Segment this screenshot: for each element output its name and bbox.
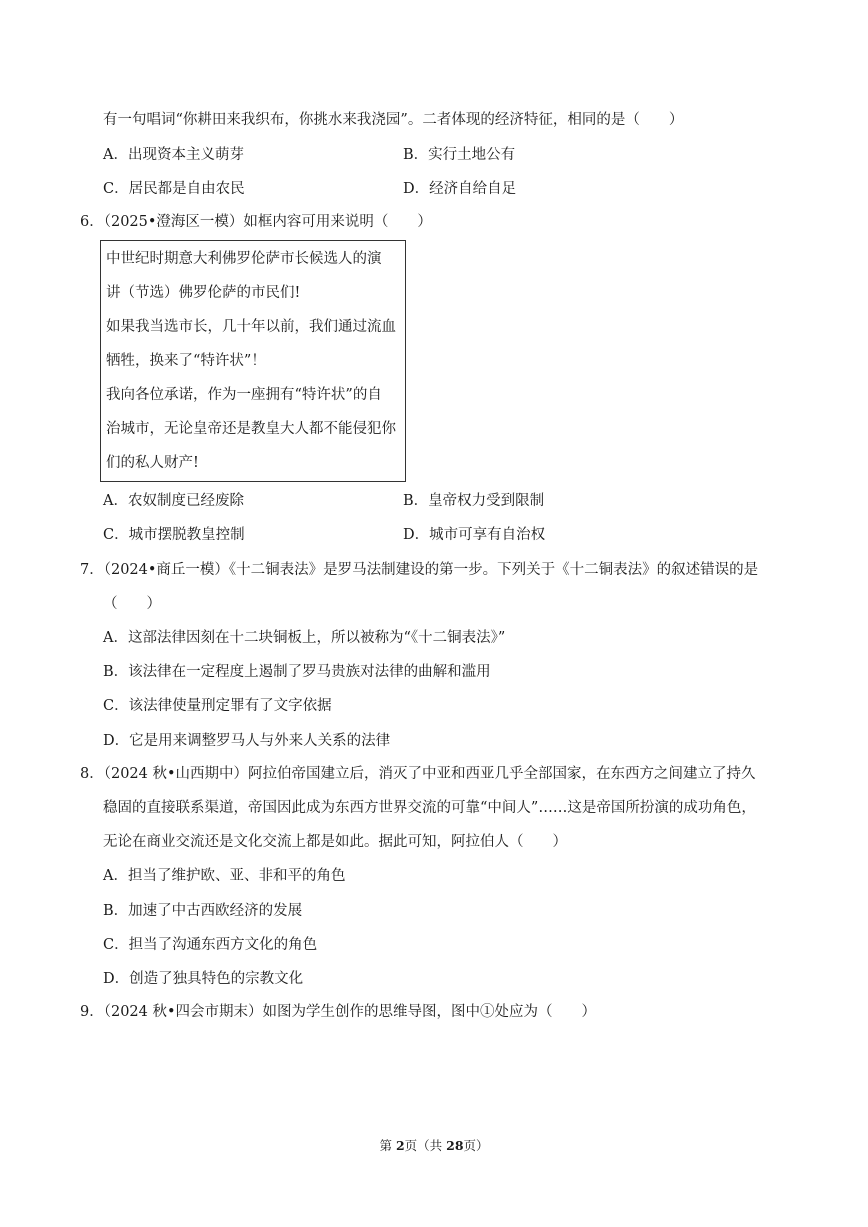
q5-option-b: B．实行土地公有 <box>403 147 516 163</box>
q6-box-line-6: 治城市，无论皇帝还是教皇大人都不能侵犯你 <box>106 421 396 437</box>
q5-stem-tail: 有一句唱词“你耕田来我织布，你挑水来我浇园”。二者体现的经济特征，相同的是（ ） <box>103 112 684 128</box>
q6-option-a: A．农奴制度已经废除 <box>103 493 244 509</box>
q6-stem: 6．（2025•澄海区一模）如框内容可用来说明（ ） <box>80 214 432 230</box>
q7-option-b: B．该法律在一定程度上遏制了罗马贵族对法律的曲解和滥用 <box>103 664 491 680</box>
q9-stem <box>80 1002 596 1022</box>
footer-prefix: 第 <box>379 1138 396 1153</box>
q9-stem-before: 9．（2024 秋•四会市期末）如图为学生创作的思维导图，图中 <box>80 1004 481 1020</box>
footer-total-pages: 28 <box>446 1138 464 1153</box>
q7-option-c: C．该法律使量刑定罪有了文字依据 <box>103 698 332 714</box>
q5-option-d: D．经济自给自足 <box>403 181 517 197</box>
q7-option-d: D．它是用来调整罗马人与外来人关系的法律 <box>103 733 391 749</box>
q8-option-a: A．担当了维护欧、亚、非和平的角色 <box>103 868 346 884</box>
q8-option-b: B．加速了中古西欧经济的发展 <box>103 903 303 919</box>
q6-box-line-1: 中世纪时期意大利佛罗伦萨市长候选人的演 <box>106 251 382 267</box>
footer-page-number: 2 <box>395 1138 405 1153</box>
q6-option-b: B．皇帝权力受到限制 <box>403 493 545 509</box>
q5-option-a: A．出现资本主义萌芽 <box>103 147 244 163</box>
q8-stem-cont-1: 稳固的直接联系渠道，帝国因此成为东西方世界交流的可靠“中间人”……这是帝国所扮演的成功角色， <box>103 800 756 816</box>
q6-box-line-4: 牺牲，换来了“特许状”！ <box>106 353 266 369</box>
q7-stem-cont: （ ） <box>103 596 161 612</box>
q6-box-line-7: 们的私人财产! <box>106 455 199 471</box>
q5-option-c: C．居民都是自由农民 <box>103 181 245 197</box>
q9-circled-marker: ① <box>480 1004 495 1020</box>
q6-option-c: C．城市摆脱教皇控制 <box>103 527 245 543</box>
q8-option-d: D．创造了独具特色的宗教文化 <box>103 971 304 987</box>
q6-option-d: D．城市可享有自治权 <box>403 527 546 543</box>
q7-option-a: A．这部法律因刻在十二块铜板上，所以被称为“《十二铜表法》” <box>103 630 506 646</box>
q9-stem-after: 处应为（ ） <box>494 1004 597 1020</box>
footer-suffix: 页） <box>463 1138 489 1153</box>
q7-stem: 7．（2024•商丘一模）《十二铜表法》是罗马法制建设的第一步。下列关于《十二铜表法》的叙述错误的是 <box>80 562 759 578</box>
page-footer <box>0 1136 868 1154</box>
q8-stem-cont-2: 无论在商业交流还是文化交流上都是如此。据此可知，阿拉伯人（ ） <box>103 834 567 850</box>
footer-middle: 页（共 <box>404 1138 447 1153</box>
q6-quote-box <box>100 240 406 482</box>
q6-box-line-2: 讲（节选）佛罗伦萨的市民们! <box>106 285 301 301</box>
q6-box-line-3: 如果我当选市长，几十年以前，我们通过流血 <box>106 319 396 335</box>
q6-box-line-5: 我向各位承诺，作为一座拥有“特许状”的自 <box>106 387 382 403</box>
q8-stem: 8．（2024 秋•山西期中）阿拉伯帝国建立后，消灭了中亚和西亚几乎全部国家，在东西方之间建立了持久 <box>80 766 756 782</box>
q8-option-c: C．担当了沟通东西方文化的角色 <box>103 937 318 953</box>
